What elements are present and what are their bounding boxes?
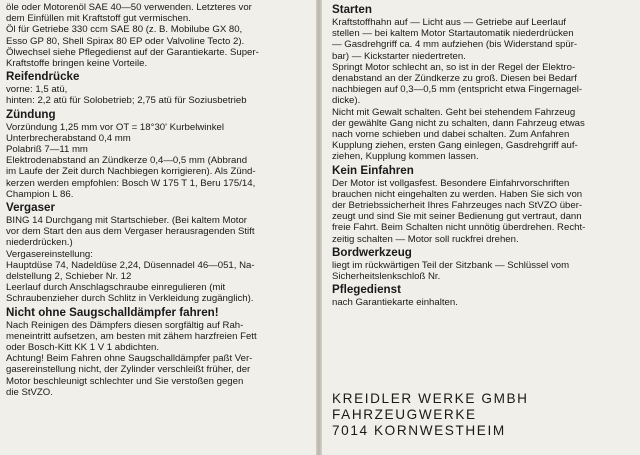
heading-kein-einfahren: Kein Einfahren: [332, 163, 414, 177]
right-page: [322, 0, 640, 455]
carburetor-text: BING 14 Durchgang mit Startschieber. (Bei kaltem Motor vor dem Start den aus dem Vergaser herausragenden Stift niederdrücken.) Vergasereinstellung: Hauptdüse 74, Nadeldüse 2,24, Düsennadel 46—051, Na- delstellung 2, Schieber Nr. 12 Leerlauf durch Anschlagschraube einregulieren (mit Schraubenzieher durch Schlitz in Verkleidung zugänglich).: [6, 215, 255, 305]
toolkit-text: liegt im rückwärtigen Teil der Sitzbank — Schlüssel vom Sicherheitslenkschloß Nr.: [332, 259, 570, 283]
heading-bordwerkzeug: Bordwerkzeug: [332, 245, 412, 259]
heading-reifendruecke: Reifendrücke: [6, 70, 80, 84]
ignition-text: Vorzündung 1,25 mm vor OT = 18°30' Kurbelwinkel Unterbrecherabstand 0,4 mm Polabriß 7—11 mm Elektrodenabstand an Zündkerze 0,4—0,5 mm (Abbrand im Laufe der Zeit durch Nachbiegen korrigieren). Als Zünd- kerzen werden empfohlen: Bosch W 175 T 1, Beru 175/14, Champion L 86.: [6, 121, 256, 200]
left-page: [0, 0, 316, 455]
heading-pflegedienst: Pflegedienst: [332, 283, 401, 297]
tire-pressure-text: vorne: 1,5 atü, hinten: 2,2 atü für Solobetrieb; 2,75 atü für Soziusbetrieb: [6, 84, 247, 107]
heading-starten: Starten: [332, 3, 372, 16]
intake-silencer-text: Nach Reinigen des Dämpfers diesen sorgfältig auf Rah- meneintritt aufsetzen, am besten mit zähem harzfreien Fett oder Bosch-Kitt KK 1 V 1 abdichten. Achtung! Beim Fahren ohne Saugschalldämpfer paßt Ver- gasereinstellung nicht, der Zylinder verschleißt früher, der Motor beschleunigt schlechter und Sie verstoßen gegen die StVZO.: [6, 319, 257, 398]
heading-vergaser: Vergaser: [6, 201, 55, 215]
maintenance-text: nach Garantiekarte einhalten.: [332, 297, 458, 309]
heading-zuendung: Zündung: [6, 107, 56, 121]
break-in-text: Der Motor ist vollgasfest. Besondere Einfahrvorschriften brauchen nicht eingehalten zu werden. Haben Sie sich von der Betriebssicherheit Ihres Fahrzeuges nach StVZO über- zeugt und sind Sie mit seiner Bedienung gut vertraut, dann freie Fahrt. Beim Schalten nicht unnötig überdrehen. Recht- zeitig schalten — Motor soll ruckfrei drehen.: [332, 177, 586, 245]
heading-saugschalldaempfer: Nicht ohne Saugschalldämpfer fahren!: [6, 305, 219, 319]
starting-text: Kraftstoffhahn auf — Licht aus — Getriebe auf Leerlauf stellen — bei kaltem Motor Startautomatik niederdrücken — Gasdrehgriff ca. 4 mm aufziehen (bis Widerstand spür- bar) — Kickstarter niedertreten. Springt Motor schlecht an, so ist in der Regel der Elektro- denabstand an der Zündkerze zu groß. Diesen bei Bedarf nachbiegen auf 0,3—0,5 mm (entspricht etwa Fingernagel- dicke). Nicht mit Gewalt schalten. Geht bei stehendem Fahrzeug der gewählte Gang nicht zu schalten, dann Fahrzeug etwas nach vorne schieben und dabei schalten. Zum Anfahren Kupplung ziehen, ersten Gang einlegen, Gasdrehgriff auf- ziehen, Kupplung kommen lassen.: [332, 17, 585, 163]
oil-intro-text: öle oder Motorenöl SAE 40—50 verwenden. Letzteres vor dem Einfüllen mit Kraftstoff gut vermischen. Öl für Getriebe 330 ccm SAE 80 (z. B. Mobilube GX 80, Esso GP 80, Shell Spirax 80 EP oder Valvoline Tecto 2). Ölwechsel siehe Pflegedienst auf der Garantiekarte. Super- Kraftstoffe bringen keine Vorteile.: [6, 2, 259, 70]
manufacturer-address: KREIDLER WERKE GMBH FAHRZEUGWERKE 7014 KORNWESTHEIM: [332, 391, 529, 438]
